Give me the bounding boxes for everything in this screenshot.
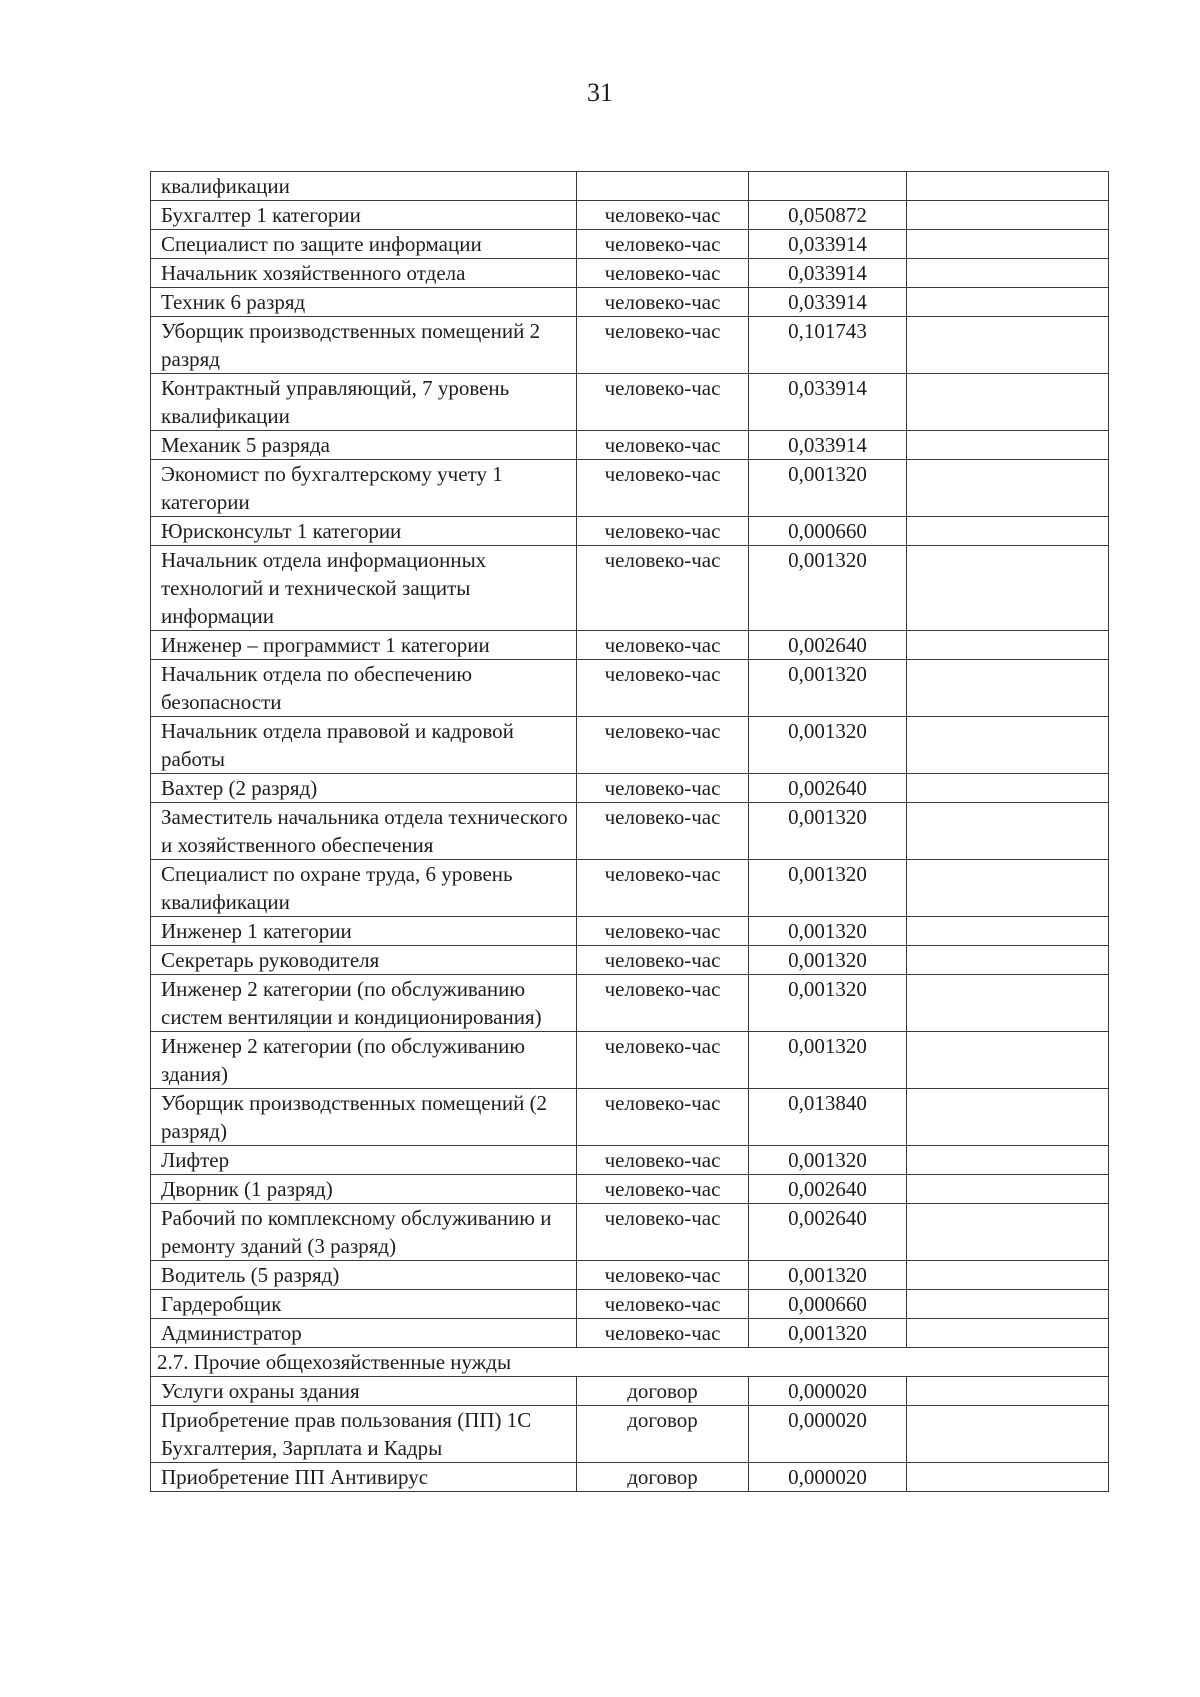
position-name-cell: Заместитель начальника отдела технического и хозяйственного обеспечения — [151, 803, 577, 860]
empty-cell — [907, 1290, 1109, 1319]
position-name-cell: Лифтер — [151, 1146, 577, 1175]
empty-cell — [907, 201, 1109, 230]
empty-cell — [907, 917, 1109, 946]
empty-cell — [907, 1377, 1109, 1406]
position-name-cell: Дворник (1 разряд) — [151, 1175, 577, 1204]
table-row — [151, 172, 1109, 201]
position-name-cell: Уборщик производственных помещений (2 разряд) — [151, 1089, 577, 1146]
table-row — [151, 1261, 1109, 1290]
unit-cell: человеко-час — [577, 431, 749, 460]
empty-cell — [907, 288, 1109, 317]
empty-cell — [907, 946, 1109, 975]
empty-cell — [907, 460, 1109, 517]
section-title: 2.7. Прочие общехозяйственные нужды — [151, 1348, 1109, 1377]
table-row — [151, 259, 1109, 288]
table-row — [151, 1204, 1109, 1261]
empty-cell — [907, 1089, 1109, 1146]
position-name-cell: Юрисконсульт 1 категории — [151, 517, 577, 546]
position-name-cell: Приобретение прав пользования (ПП) 1С Бухгалтерия, Зарплата и Кадры — [151, 1406, 577, 1463]
section-header-row — [151, 1348, 1109, 1377]
empty-cell — [907, 660, 1109, 717]
unit-cell: человеко-час — [577, 546, 749, 631]
unit-cell: человеко-час — [577, 230, 749, 259]
position-name-cell: Специалист по охране труда, 6 уровень квалификации — [151, 860, 577, 917]
position-name-cell: Администратор — [151, 1319, 577, 1348]
position-name-cell: Водитель (5 разряд) — [151, 1261, 577, 1290]
norm-value-cell — [749, 172, 907, 201]
empty-cell — [907, 1032, 1109, 1089]
empty-cell — [907, 803, 1109, 860]
unit-cell: человеко-час — [577, 374, 749, 431]
table-row — [151, 288, 1109, 317]
empty-cell — [907, 546, 1109, 631]
table-row — [151, 717, 1109, 774]
empty-cell — [907, 230, 1109, 259]
norm-value-cell: 0,001320 — [749, 946, 907, 975]
unit-cell: человеко-час — [577, 860, 749, 917]
position-name-cell: Экономист по бухгалтерскому учету 1 категории — [151, 460, 577, 517]
table-row — [151, 431, 1109, 460]
table-row — [151, 1146, 1109, 1175]
position-name-cell: Инженер – программист 1 категории — [151, 631, 577, 660]
position-name-cell: Секретарь руководителя — [151, 946, 577, 975]
unit-cell: человеко-час — [577, 917, 749, 946]
norms-table-body — [151, 172, 1109, 1492]
page-number: 31 — [587, 78, 613, 107]
empty-cell — [907, 1261, 1109, 1290]
table-row — [151, 946, 1109, 975]
position-name-cell: Бухгалтер 1 категории — [151, 201, 577, 230]
table-row — [151, 660, 1109, 717]
norm-value-cell: 0,050872 — [749, 201, 907, 230]
table-row — [151, 460, 1109, 517]
unit-cell: человеко-час — [577, 1261, 749, 1290]
norm-value-cell: 0,033914 — [749, 259, 907, 288]
unit-cell: человеко-час — [577, 660, 749, 717]
unit-cell: человеко-час — [577, 1032, 749, 1089]
position-name-cell: Инженер 2 категории (по обслуживанию систем вентиляции и кондиционирования) — [151, 975, 577, 1032]
empty-cell — [907, 975, 1109, 1032]
unit-cell: человеко-час — [577, 1089, 749, 1146]
unit-cell — [577, 172, 749, 201]
norm-value-cell: 0,000020 — [749, 1377, 907, 1406]
unit-cell: человеко-час — [577, 1319, 749, 1348]
position-name-cell: Инженер 1 категории — [151, 917, 577, 946]
unit-cell: человеко-час — [577, 1290, 749, 1319]
unit-cell: договор — [577, 1406, 749, 1463]
norm-value-cell: 0,000660 — [749, 517, 907, 546]
position-name-cell: Начальник хозяйственного отдела — [151, 259, 577, 288]
table-row — [151, 317, 1109, 374]
position-name-cell: Приобретение ПП Антивирус — [151, 1463, 577, 1492]
table-row — [151, 803, 1109, 860]
table-row — [151, 201, 1109, 230]
table-row — [151, 860, 1109, 917]
empty-cell — [907, 860, 1109, 917]
norm-value-cell: 0,101743 — [749, 317, 907, 374]
unit-cell: человеко-час — [577, 288, 749, 317]
table-row — [151, 546, 1109, 631]
position-name-cell: квалификации — [151, 172, 577, 201]
norm-value-cell: 0,013840 — [749, 1089, 907, 1146]
empty-cell — [907, 774, 1109, 803]
unit-cell: договор — [577, 1463, 749, 1492]
norm-value-cell: 0,001320 — [749, 660, 907, 717]
table-row — [151, 1290, 1109, 1319]
empty-cell — [907, 1175, 1109, 1204]
norm-value-cell: 0,002640 — [749, 774, 907, 803]
norm-value-cell: 0,000020 — [749, 1463, 907, 1492]
norm-value-cell: 0,033914 — [749, 230, 907, 259]
norm-value-cell: 0,001320 — [749, 917, 907, 946]
position-name-cell: Вахтер (2 разряд) — [151, 774, 577, 803]
table-row — [151, 917, 1109, 946]
norm-value-cell: 0,001320 — [749, 1261, 907, 1290]
norm-value-cell: 0,001320 — [749, 717, 907, 774]
unit-cell: человеко-час — [577, 317, 749, 374]
empty-cell — [907, 1406, 1109, 1463]
norm-value-cell: 0,001320 — [749, 1319, 907, 1348]
table-row — [151, 1089, 1109, 1146]
position-name-cell: Рабочий по комплексному обслуживанию и ремонту зданий (3 разряд) — [151, 1204, 577, 1261]
norm-value-cell: 0,001320 — [749, 975, 907, 1032]
table-row — [151, 1175, 1109, 1204]
table-row — [151, 1377, 1109, 1406]
position-name-cell: Механик 5 разряда — [151, 431, 577, 460]
norm-value-cell: 0,000020 — [749, 1406, 907, 1463]
norm-value-cell: 0,002640 — [749, 1175, 907, 1204]
position-name-cell: Гардеробщик — [151, 1290, 577, 1319]
norm-value-cell: 0,001320 — [749, 1032, 907, 1089]
unit-cell: человеко-час — [577, 1175, 749, 1204]
empty-cell — [907, 259, 1109, 288]
empty-cell — [907, 1146, 1109, 1175]
position-name-cell: Начальник отдела по обеспечению безопасности — [151, 660, 577, 717]
unit-cell: человеко-час — [577, 259, 749, 288]
norm-value-cell: 0,000660 — [749, 1290, 907, 1319]
unit-cell: человеко-час — [577, 1204, 749, 1261]
empty-cell — [907, 374, 1109, 431]
empty-cell — [907, 431, 1109, 460]
norms-table — [150, 171, 1109, 1492]
unit-cell: человеко-час — [577, 803, 749, 860]
norm-value-cell: 0,001320 — [749, 860, 907, 917]
empty-cell — [907, 631, 1109, 660]
norm-value-cell: 0,001320 — [749, 460, 907, 517]
empty-cell — [907, 317, 1109, 374]
unit-cell: человеко-час — [577, 774, 749, 803]
table-row — [151, 631, 1109, 660]
empty-cell — [907, 1463, 1109, 1492]
table-row — [151, 1406, 1109, 1463]
unit-cell: человеко-час — [577, 975, 749, 1032]
unit-cell: человеко-час — [577, 201, 749, 230]
norm-value-cell: 0,033914 — [749, 431, 907, 460]
unit-cell: человеко-час — [577, 517, 749, 546]
norm-value-cell: 0,001320 — [749, 803, 907, 860]
unit-cell: человеко-час — [577, 946, 749, 975]
empty-cell — [907, 172, 1109, 201]
unit-cell: человеко-час — [577, 631, 749, 660]
unit-cell: человеко-час — [577, 1146, 749, 1175]
norm-value-cell: 0,001320 — [749, 546, 907, 631]
empty-cell — [907, 1204, 1109, 1261]
table-row — [151, 1032, 1109, 1089]
table-row — [151, 1463, 1109, 1492]
position-name-cell: Инженер 2 категории (по обслуживанию здания) — [151, 1032, 577, 1089]
empty-cell — [907, 1319, 1109, 1348]
unit-cell: человеко-час — [577, 717, 749, 774]
empty-cell — [907, 517, 1109, 546]
unit-cell: договор — [577, 1377, 749, 1406]
position-name-cell: Начальник отдела информационных технологий и технической защиты информации — [151, 546, 577, 631]
empty-cell — [907, 717, 1109, 774]
table-row — [151, 975, 1109, 1032]
position-name-cell: Уборщик производственных помещений 2 разряд — [151, 317, 577, 374]
position-name-cell: Услуги охраны здания — [151, 1377, 577, 1406]
table-row — [151, 374, 1109, 431]
table-row — [151, 774, 1109, 803]
position-name-cell: Специалист по защите информации — [151, 230, 577, 259]
unit-cell: человеко-час — [577, 460, 749, 517]
table-row — [151, 517, 1109, 546]
norm-value-cell: 0,033914 — [749, 374, 907, 431]
position-name-cell: Техник 6 разряд — [151, 288, 577, 317]
norm-value-cell: 0,002640 — [749, 631, 907, 660]
position-name-cell: Контрактный управляющий, 7 уровень квалификации — [151, 374, 577, 431]
position-name-cell: Начальник отдела правовой и кадровой работы — [151, 717, 577, 774]
norm-value-cell: 0,033914 — [749, 288, 907, 317]
norm-value-cell: 0,001320 — [749, 1146, 907, 1175]
norm-value-cell: 0,002640 — [749, 1204, 907, 1261]
table-row — [151, 230, 1109, 259]
table-row — [151, 1319, 1109, 1348]
